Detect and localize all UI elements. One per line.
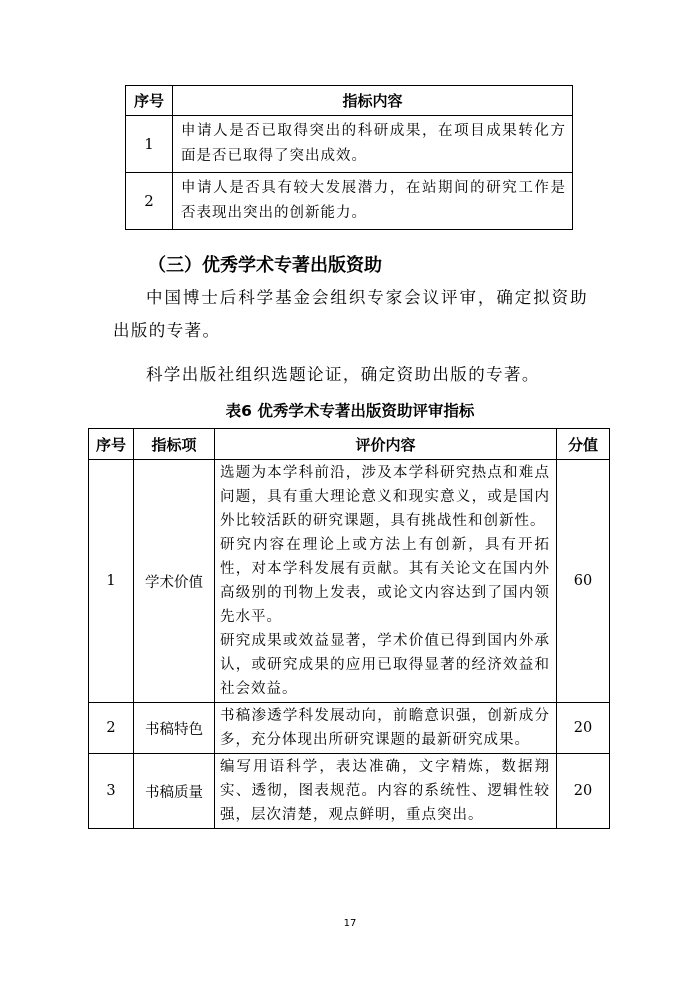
table-row — [126, 173, 573, 230]
row-item: 书稿质量 — [134, 754, 215, 829]
row-no: 2 — [126, 173, 173, 230]
row-no: 3 — [89, 754, 134, 829]
column-header-content: 指标内容 — [173, 86, 573, 116]
row-item: 书稿特色 — [134, 703, 215, 754]
column-header-content: 评价内容 — [215, 429, 557, 460]
table-header-row — [89, 429, 610, 460]
table-row — [89, 460, 610, 703]
row-score: 60 — [557, 460, 610, 703]
paragraph: 中国博士后科学基金会组织专家会议评审，确定拟资助出版的专著。 — [113, 288, 588, 340]
column-header-score: 分值 — [557, 429, 610, 460]
row-score: 20 — [557, 754, 610, 829]
row-item: 学术价值 — [134, 460, 215, 703]
table-row — [126, 116, 573, 173]
row-content — [215, 754, 557, 829]
evaluation-table — [88, 428, 610, 829]
row-no: 2 — [89, 703, 134, 754]
column-header-no: 序号 — [89, 429, 134, 460]
row-content — [215, 460, 557, 703]
row-content — [215, 703, 557, 754]
table-row — [89, 754, 610, 829]
page-number: 17 — [343, 918, 357, 929]
table-caption: 表6 优秀学术专著出版资助评审指标 — [225, 402, 475, 420]
column-header-item: 指标项 — [134, 429, 215, 460]
content-paragraph: 研究内容在理论上或方法上有创新，具有开拓性，对本学科发展有贡献。其有关论文在国内外高级别的刊物上发表，或论文内容达到了国内领先水平。 — [220, 537, 550, 625]
row-content: 申请人是否具有较大发展潜力，在站期间的研究工作是否表现出突出的创新能力。 — [173, 173, 573, 230]
paragraph: 科学出版社组织选题论证，确定资助出版的专著。 — [146, 365, 540, 384]
section-heading: （三）优秀学术专著出版资助 — [148, 255, 382, 276]
content-paragraph: 选题为本学科前沿，涉及本学科研究热点和难点问题，具有重大理论意义和现实意义，或是国内外比较活跃的研究课题，具有挑战性和创新性。 — [220, 465, 550, 529]
row-content: 申请人是否已取得突出的科研成果，在项目成果转化方面是否已取得了突出成效。 — [173, 116, 573, 173]
content-paragraph: 编写用语科学，表达准确，文字精炼，数据翔实、透彻，图表规范。内容的系统性、逻辑性较强，层次清楚，观点鲜明，重点突出。 — [220, 759, 550, 823]
criteria-table — [125, 85, 573, 230]
row-no: 1 — [126, 116, 173, 173]
content-paragraph: 研究成果或效益显著，学术价值已得到国内外承认，或研究成果的应用已取得显著的经济效益和社会效益。 — [220, 633, 550, 697]
column-header-no: 序号 — [126, 86, 173, 116]
table-row — [89, 703, 610, 754]
content-paragraph: 书稿渗透学科发展动向，前瞻意识强，创新成分多，充分体现出所研究课题的最新研究成果。 — [220, 708, 550, 748]
row-no: 1 — [89, 460, 134, 703]
table-header-row — [126, 86, 573, 116]
row-score: 20 — [557, 703, 610, 754]
